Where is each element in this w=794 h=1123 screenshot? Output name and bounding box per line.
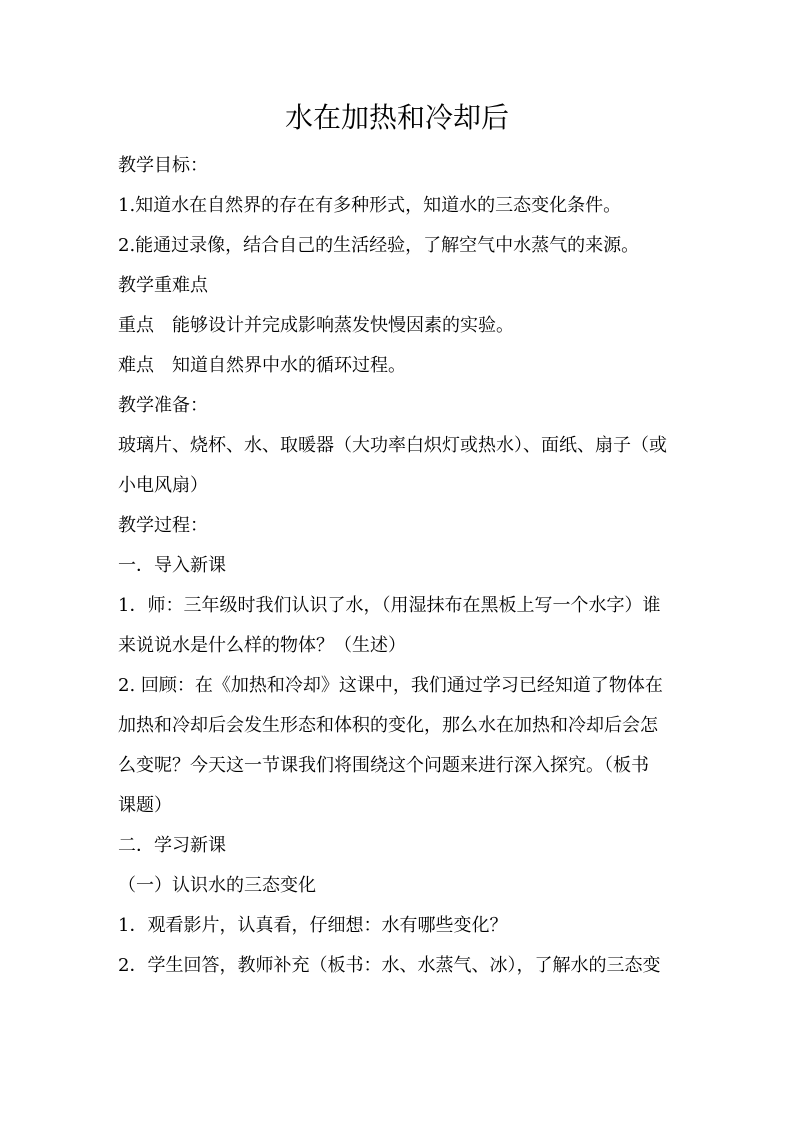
document-body — [118, 146, 682, 986]
paragraph-line: 课题） — [118, 795, 172, 816]
preparation-materials: 玻璃片、烧杯、水、取暖器（大功率白炽灯或热水）、面纸、扇子（或 — [118, 435, 667, 456]
goal-item: 2.能通过录像，结合自己的生活经验，了解空气中水蒸气的来源。 — [118, 235, 640, 256]
teaching-process-heading: 教学过程： — [118, 515, 208, 536]
section-heading: 二．学习新课 — [118, 835, 226, 856]
preparation-materials-continued: 小电风扇） — [118, 475, 208, 496]
subsection-heading: （一）认识水的三态变化 — [118, 875, 316, 896]
document-title: 水在加热和冷却后 — [284, 101, 509, 134]
difficult-point: 难点 知道自然界中水的循环过程。 — [118, 355, 406, 376]
paragraph-line: 1．观看影片，认真看，仔细想：水有哪些变化？ — [118, 915, 508, 936]
paragraph-line: 来说说水是什么样的物体？（生述） — [118, 635, 406, 656]
teaching-goals-heading: 教学目标： — [118, 155, 208, 176]
teaching-preparation-heading: 教学准备： — [118, 395, 208, 416]
paragraph-line: 么变呢？今天这一节课我们将围绕这个问题来进行深入探究。（板书 — [118, 755, 649, 776]
paragraph-line: 加热和冷却后会发生形态和体积的变化，那么水在加热和冷却后会怎 — [118, 715, 658, 736]
goal-item: 1.知道水在自然界的存在有多种形式，知道水的三态变化条件。 — [118, 195, 622, 216]
key-point: 重点 能够设计并完成影响蒸发快慢因素的实验。 — [118, 315, 514, 336]
paragraph-line: 2．学生回答，教师补充（板书：水、水蒸气、冰），了解水的三态变 — [118, 955, 661, 976]
paragraph-line: 2. 回顾：在《加热和冷却》这课中，我们通过学习已经知道了物体在 — [118, 675, 663, 696]
section-heading: 一．导入新课 — [118, 555, 226, 576]
paragraph-line: 1．师：三年级时我们认识了水，（用湿抹布在黑板上写一个水字）谁 — [118, 595, 661, 616]
key-difficulties-heading: 教学重难点 — [118, 275, 208, 296]
